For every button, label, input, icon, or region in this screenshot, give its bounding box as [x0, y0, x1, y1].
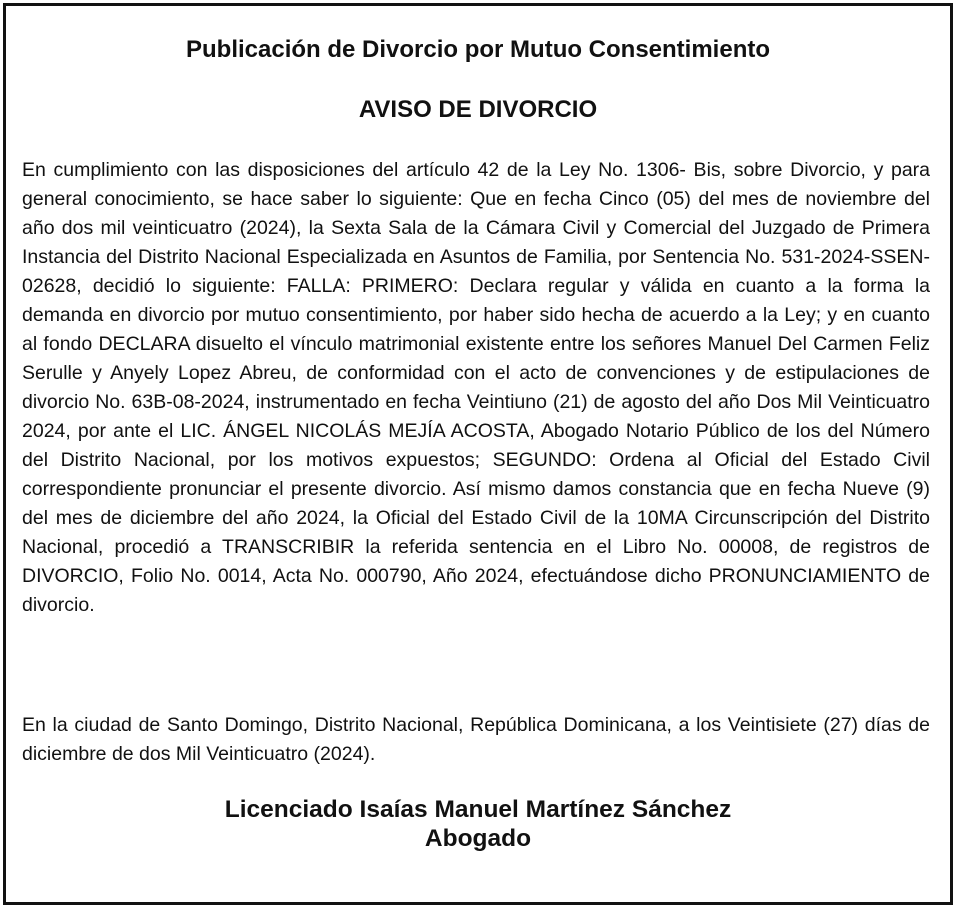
notice-location-date-paragraph: En la ciudad de Santo Domingo, Distrito Nacional, República Dominicana, a los Veintisiete (27) días de diciembre de dos Mil Veinticuatro (2024). — [22, 714, 930, 765]
notice-title: Publicación de Divorcio por Mutuo Consentimiento — [185, 36, 771, 63]
signature-role: Abogado — [424, 825, 532, 852]
signature-block — [6, 795, 950, 853]
notice-frame — [3, 3, 953, 905]
notice-body-paragraph: En cumplimiento con las disposiciones del artículo 42 de la Ley No. 1306- Bis, sobre Divorcio, y para general conocimiento, se hace saber lo siguiente: Que en fecha Cinco (05) del mes de noviembre del año dos mil veinticuatro (2024), la Sexta Sala de la Cámara Civil y Comercial del Juzgado de Primera Instancia del Distrito Nacional Especializada en Asuntos de Familia, por Sentencia No. 531-2024-SSEN-02628, decidió lo siguiente: FALLA: PRIMERO: Declara regular y válida en cuanto a la forma la demanda en divorcio por mutuo consentimiento, por haber sido hecha de acuerdo a la Ley; y en cuanto al fondo DECLARA disuelto el vínculo matrimonial existente entre los señores Manuel Del Carmen Feliz Serulle y Anyely Lopez Abreu, de conformidad con el acto de convenciones y de estipulaciones de divorcio No. 63B-08-2024, instrumentado en fecha Veintiuno (21) de agosto del año Dos Mil Veinticuatro 2024, por ante el LIC. ÁNGEL NICOLÁS MEJÍA ACOSTA, Abogado Notario Público de los del Número del Distrito Nacional, por los motivos expuestos; SEGUNDO: Ordena al Oficial del Estado Civil correspondiente pronunciar el presente divorcio. Así mismo damos constancia que en fecha Nueve (9) del mes de diciembre del año 2024, la Oficial del Estado Civil de la 10MA Circunscripción del Distrito Nacional, procedió a TRANSCRIBIR la referida sentencia en el Libro No. 00008, de registros de DIVORCIO, Folio No. 0014, Acta No. 000790, Año 2024, efectuándose dicho PRONUNCIAMIENTO de divorcio. — [22, 159, 930, 616]
notice-subtitle: AVISO DE DIVORCIO — [358, 96, 598, 123]
signature-name: Licenciado Isaías Manuel Martínez Sánchez — [224, 796, 732, 823]
